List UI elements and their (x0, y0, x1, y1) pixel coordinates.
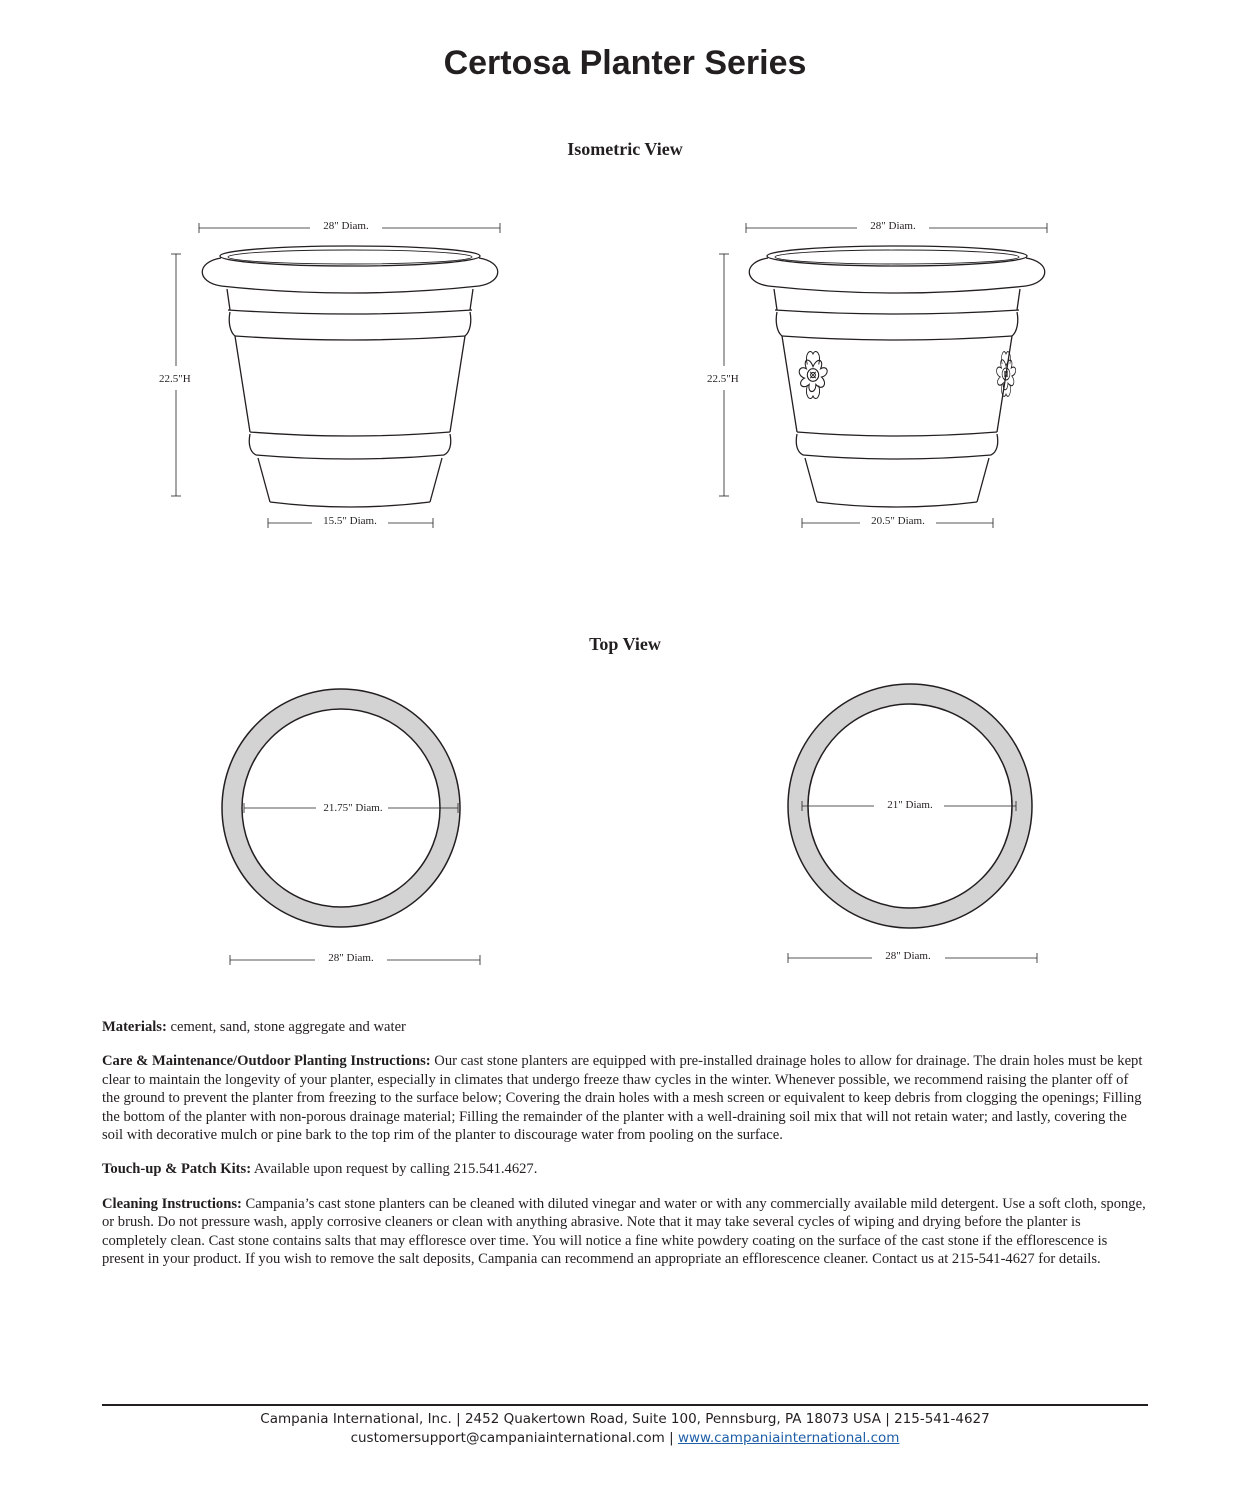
care-label: Care & Maintenance/Outdoor Planting Instructions: (102, 1053, 431, 1070)
materials-text: cement, sand, stone aggregate and water (166, 1019, 406, 1035)
touchup-text: Available upon request by calling 215.541.4627. (251, 1161, 538, 1178)
planter-isometric-left (202, 246, 498, 507)
inner-diameter-label: 21.75" Diam. (323, 802, 383, 814)
page-title: Certosa Planter Series (443, 44, 807, 82)
inner-diameter-label: 21" Diam. (887, 799, 933, 811)
base-diameter-label: 20.5" Diam. (871, 515, 925, 527)
footer-divider (102, 1404, 1148, 1406)
outer-diameter-label: 28" Diam. (885, 950, 931, 962)
cleaning-label: Cleaning Instructions: (102, 1195, 242, 1212)
outer-diameter-label: 28" Diam. (328, 952, 374, 964)
cleaning-text: Campania’s cast stone planters can be cleaned with diluted vinegar and water or with any commercially available mild detergent. Use a soft cloth, sponge, or brush. Do not pressure wash, apply corrosive cleaners or clean with anything abrasive. Note that it may take several cycles of wiping and drying before the planter is completely clean. Cast stone contains salts that may effloresce over time. You will notice a fine white powdery coating on the surface of the cast stone if the efflorescence is present in your product. If you wish to remove the salt deposits, Campania can recommend an appropriate an efflorescence cleaner. Contact us at 215-541-4627 for details. (102, 1195, 1146, 1268)
isometric-view-heading: Isometric View (567, 139, 683, 159)
planter-isometric-right (749, 246, 1045, 507)
product-information (102, 1018, 1148, 1284)
footer (0, 1410, 1250, 1448)
height-label: 22.5"H (159, 373, 191, 385)
dimension-lines-left (171, 223, 500, 528)
cleaning-paragraph (102, 1195, 1148, 1269)
top-diameter-label: 28" Diam. (323, 220, 369, 232)
materials-paragraph (102, 1018, 1148, 1036)
top-diameter-label: 28" Diam. (870, 220, 916, 232)
footer-separator: | (664, 1430, 678, 1446)
footer-contact (0, 1429, 1250, 1448)
touchup-label: Touch-up & Patch Kits: (102, 1161, 252, 1178)
rosette-ornament-icon (997, 352, 1016, 397)
footer-email: customersupport@campaniainternational.com (350, 1430, 665, 1446)
rosette-ornament-icon (799, 351, 827, 398)
footer-address: Campania International, Inc. | 2452 Quakertown Road, Suite 100, Pennsburg, PA 18073 USA | 215-541-4627 (260, 1411, 990, 1427)
website-link[interactable]: www.campaniainternational.com (677, 1430, 900, 1446)
touchup-paragraph (102, 1160, 1148, 1178)
top-view-heading: Top View (589, 634, 661, 654)
base-diameter-label: 15.5" Diam. (323, 515, 377, 527)
height-label: 22.5"H (707, 373, 739, 385)
materials-label: Materials: (102, 1019, 167, 1035)
care-paragraph (102, 1052, 1148, 1144)
care-text: Our cast stone planters are equipped with pre-installed drainage holes to allow for drainage. The drain holes must be kept clear to maintain the longevity of your planter, especially in climates that undergo freeze thaw cycles in the winter. Whenever possible, we recommend raising the planter off of the ground to prevent the planter from freezing to the surface below; Covering the drain holes with a mesh screen or equivalent to keep debris from clogging the openings; Filling the bottom of the planter with non-porous drainage material; Filling the remainder of the planter with a well-draining soil mix that will not retain water; and lastly, covering the soil with decorative mulch or pine bark to the top rim of the planter to discourage water from pooling on the surface. (102, 1053, 1143, 1144)
